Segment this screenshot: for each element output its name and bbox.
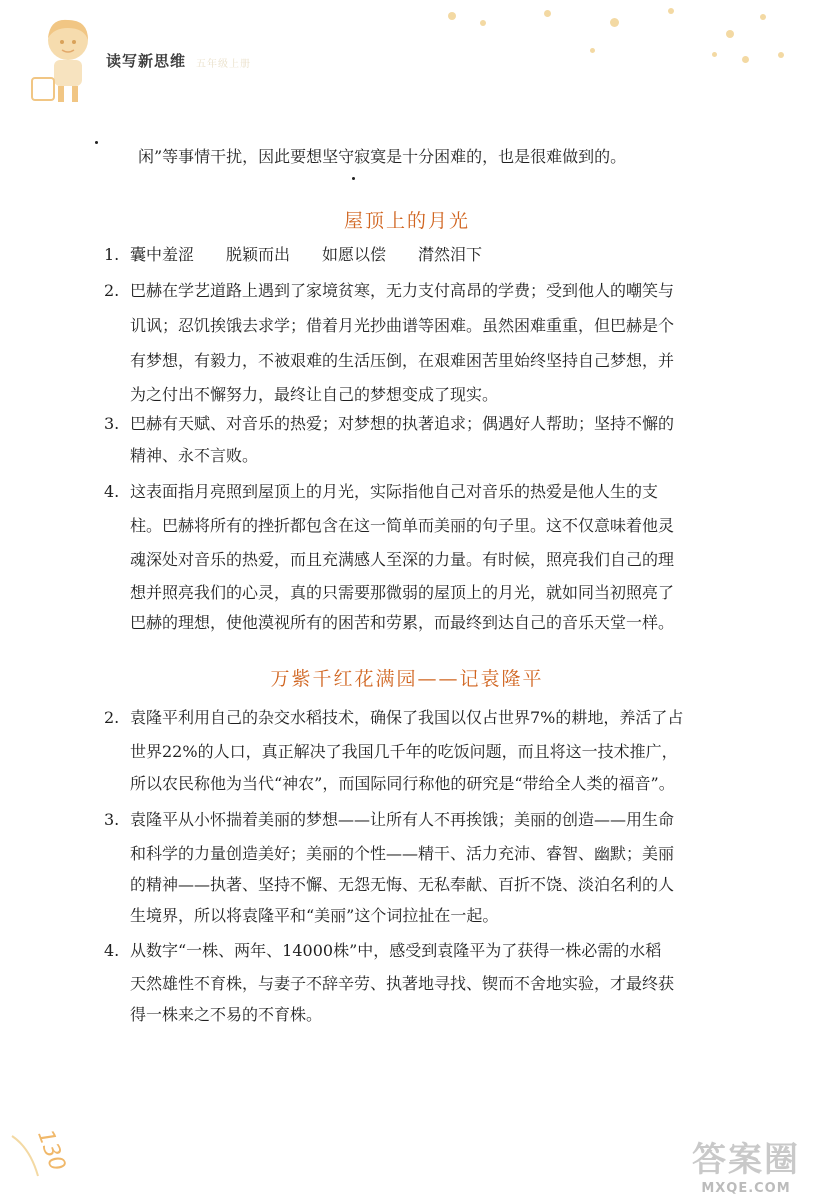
answer-line: 袁隆平利用自己的杂交水稻技术，确保了我国以仅占世界7%的耕地，养活了占	[130, 708, 684, 727]
decor-dot	[544, 10, 551, 17]
book-subtitle: 五年级上册	[196, 59, 251, 70]
answer-line: 魂深处对音乐的热爱，而且充满感人至深的力量。有时候，照亮我们自己的理	[130, 550, 675, 569]
item-number: 3.	[104, 810, 120, 829]
watermark-text: 答案圈	[692, 1140, 800, 1180]
section-title-yuan-longping: 万紫千红花满园——记袁隆平	[270, 668, 544, 690]
answer-line: 得一株来之不易的不育株。	[130, 1005, 323, 1024]
answer-line: 袁隆平从小怀揣着美丽的梦想——让所有人不再挨饿；美丽的创造——用生命	[130, 810, 675, 829]
item-number: 2.	[104, 281, 120, 300]
answer-line: 的精神——执著、坚持不懈、无怨无悔、无私奉献、百折不饶、淡泊名利的人	[130, 875, 675, 894]
intro-text-line: 闲”等事情干扰，因此要想坚守寂寞是十分困难的，也是很难做到的。	[138, 147, 627, 166]
answer-line: 讥讽；忍饥挨饿去求学；借着月光抄曲谱等困难。虽然困难重重，但巴赫是个	[130, 316, 675, 335]
decor-dot	[726, 30, 734, 38]
book-title: 读写新思维	[106, 52, 187, 70]
answer-line: 想并照亮我们的心灵，真的只需要那微弱的屋顶上的月光，就如同当初照亮了	[130, 583, 675, 602]
answer-line: 生境界，所以将袁隆平和“美丽”这个词拉扯在一起。	[130, 906, 499, 925]
answer-line: 从数字“一株、两年、14000株”中，感受到袁隆平为了获得一株必需的水稻	[130, 941, 662, 960]
answer-line: 有梦想，有毅力，不被艰难的生活压倒，在艰难困苦里始终坚持自己梦想，并	[130, 351, 675, 370]
speck-mark	[352, 177, 355, 180]
speck-mark	[95, 141, 98, 144]
decor-dot	[610, 18, 619, 27]
item-number: 4.	[104, 941, 120, 960]
answer-line: 世界22%的人口，真正解决了我国几千年的吃饭问题，而且将这一技术推广，	[130, 742, 678, 761]
item-number: 2.	[104, 708, 120, 727]
answer-line: 为之付出不懈努力，最终让自己的梦想变成了现实。	[130, 385, 499, 404]
girl-illustration-icon	[28, 14, 108, 110]
decor-dot	[448, 12, 456, 20]
decor-dot	[480, 20, 486, 26]
answer-line: 这表面指月亮照到屋顶上的月光，实际指他自己对音乐的热爱是他人生的支	[130, 482, 659, 501]
item-number: 1.	[104, 245, 120, 264]
item-number: 4.	[104, 482, 120, 501]
decor-dot	[668, 8, 674, 14]
watermark-logo	[692, 1132, 800, 1196]
answer-line: 巴赫在学艺道路上遇到了家境贫寒，无力支付高昂的学费；受到他人的嘲笑与	[130, 281, 675, 300]
decor-dot	[590, 48, 595, 53]
answer-line: 柱。巴赫将所有的挫折都包含在这一简单而美丽的句子里。这不仅意味着他灵	[130, 516, 675, 535]
answer-line: 巴赫有天赋、对音乐的热爱；对梦想的执著追求；偶遇好人帮助；坚持不懈的	[130, 414, 675, 433]
decor-dot	[712, 52, 717, 57]
decor-dot	[742, 56, 749, 63]
answer-line: 天然雄性不育株，与妻子不辞辛劳、执著地寻找、锲而不舍地实验，才最终获	[130, 974, 675, 993]
decor-dot	[760, 14, 766, 20]
answer-line: 巴赫的理想，使他漠视所有的困苦和劳累，而最终到达自己的音乐天堂一样。	[130, 613, 675, 632]
watermark-url: MXQE.COM	[701, 1181, 791, 1196]
item-number: 3.	[104, 414, 120, 433]
page-header	[0, 0, 814, 120]
decor-dot	[778, 52, 784, 58]
answer-line: 所以农民称他为当代“神农”，而国际同行称他的研究是“带给全人类的福音”。	[130, 774, 675, 793]
answer-line: 精神、永不言败。	[130, 446, 259, 465]
answer-line: 和科学的力量创造美好；美丽的个性——精干、活力充沛、睿智、幽默；美丽	[130, 844, 675, 863]
answer-line: 囊中羞涩 脱颖而出 如愿以偿 潸然泪下	[130, 245, 483, 264]
page-number: 130	[32, 1126, 70, 1175]
section-title-moonlight: 屋顶上的月光	[343, 210, 470, 232]
